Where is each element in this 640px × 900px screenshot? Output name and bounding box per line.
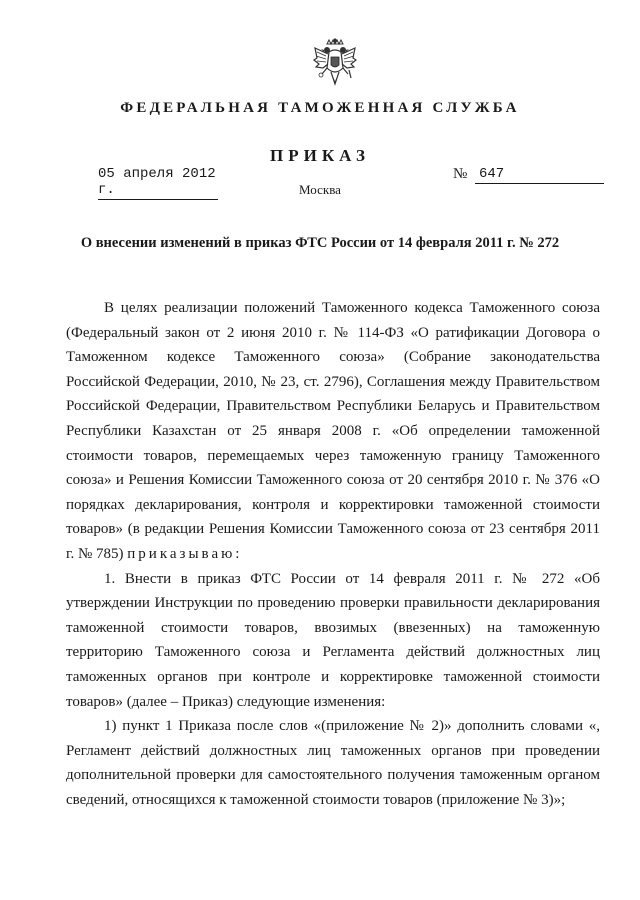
document-type: ПРИКАЗ [270, 146, 370, 165]
preamble-text: В целях реализации положений Таможенного кодекса Таможенного союза (Федеральный закон от 2 июня 2010 г. № 114-ФЗ «О ратификации Договора о Таможенном кодексе Таможенного союза» (Собрание законодательства Российской Федерации, 2010, № 23, ст. 2796), Соглашения между Правительством Российской Федерации, Правительством Республики Беларусь и Правительством Республики Казахстан от 25 января 2008 г. «Об определении таможенной стоимости товаров, перемещаемых через таможенную границу Таможенного союза» и Решения Комиссии Таможенного союза от 20 сентября 2010 г. № 376 «О порядках декларирования, контроля и корректировки таможенной стоимости товаров» (в редакции Решения Комиссии Таможенного союза от 23 сентября 2011 г. № 785) [66, 300, 600, 562]
order-subject: О внесении изменений в приказ ФТС России от 14 февраля 2011 г. № 272 [80, 235, 560, 251]
item-1-paragraph: 1. Внести в приказ ФТС России от 14 февраля 2011 г. № 272 «Об утверждении Инструкции по проведению проверки правильности декларирования таможенной стоимости товаров, ввозимых (ввезенных) на таможенную территорию Таможенного союза и Регламента действий должностных лиц таможенных органов при контроле и корректировке таможенной стоимости товаров» (далее – Приказ) следующие изменения: [66, 570, 600, 710]
order-date: 05 апреля 2012 г. [98, 166, 218, 200]
issue-city: Москва [299, 182, 341, 197]
item-1-1-paragraph: 1) пункт 1 Приказа после слов «(приложение № 2)» дополнить словами «, Регламент действий должностных лиц таможенных органов при проведении дополнительной проверки для самостоятельного получения таможенным органом сведений, относящихся к таможенной стоимости товаров (приложение № 3)»; [66, 718, 600, 808]
double-headed-eagle-coat-of-arms-icon [313, 38, 357, 90]
preamble-paragraph [66, 296, 600, 567]
order-number-label: № [453, 166, 468, 182]
order-number: 647 [475, 166, 604, 184]
order-word: приказываю: [127, 545, 243, 562]
agency-name: ФЕДЕРАЛЬНАЯ ТАМОЖЕННАЯ СЛУЖБА [120, 100, 520, 116]
order-body [66, 296, 600, 812]
